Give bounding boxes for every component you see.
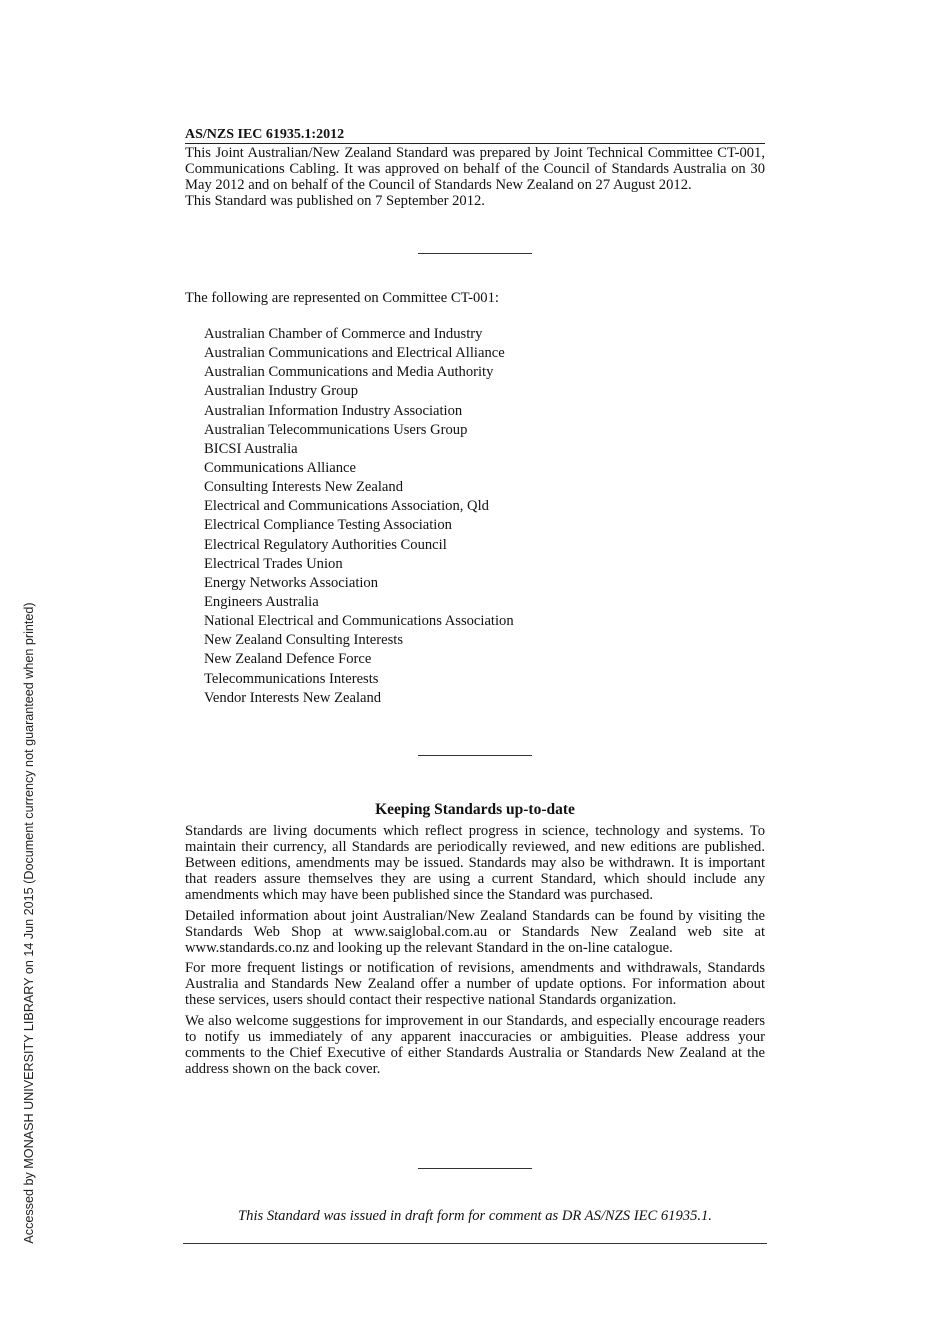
list-item: Energy Networks Association xyxy=(204,574,379,591)
list-item: Australian Communications and Media Authority xyxy=(204,364,494,381)
list-item: Vendor Interests New Zealand xyxy=(204,689,382,706)
committee-members-list xyxy=(204,325,514,708)
body-paragraph: Standards are living documents which reflect progress in science, technology and systems. To maintain their currency, all Standards are periodically reviewed, and new editions are published. Between editions, amendments may be issued. Standards may also be withdrawn. It is important that readers assure themselves they are using a current Standard, which should include any amendments which may have been published since the Standard was purchased. xyxy=(185,823,765,903)
list-item: Electrical Trades Union xyxy=(204,555,343,572)
draft-note: This Standard was issued in draft form for comment as DR AS/NZS IEC 61935.1. xyxy=(238,1208,712,1224)
list-item: Australian Communications and Electrical Alliance xyxy=(204,345,505,362)
list-item: BICSI Australia xyxy=(204,440,298,457)
list-item: Australian Telecommunications Users Group xyxy=(204,421,468,438)
list-item: Australian Industry Group xyxy=(204,383,359,400)
list-item: Electrical Compliance Testing Association xyxy=(204,517,452,534)
committee-intro: The following are represented on Committee CT-001: xyxy=(185,290,499,306)
section-divider xyxy=(418,755,532,756)
access-watermark-text: Accessed by MONASH UNIVERSITY LIBRARY on 14 Jun 2015 (Document currency not guaranteed when printed) xyxy=(22,602,36,1244)
body-paragraph: Detailed information about joint Australian/New Zealand Standards can be found by visiting the Standards Web Shop at www.saiglobal.com.au or Standards New Zealand web site at www.standards.co.nz and looking up the relevant Standard in the on-line catalogue. xyxy=(185,907,765,956)
publication-date: This Standard was published on 7 September 2012. xyxy=(185,193,485,209)
list-item: Consulting Interests New Zealand xyxy=(204,479,403,496)
preparation-statement xyxy=(185,145,765,209)
list-item: Communications Alliance xyxy=(204,459,356,476)
footer-rule xyxy=(183,1243,767,1244)
section-divider xyxy=(418,253,532,254)
standard-id: AS/NZS IEC 61935.1:2012 xyxy=(185,126,765,144)
list-item: New Zealand Consulting Interests xyxy=(204,632,403,649)
list-item: Electrical Regulatory Authorities Council xyxy=(204,536,447,553)
list-item: Telecommunications Interests xyxy=(204,670,379,687)
list-item: Electrical and Communications Association, Qld xyxy=(204,498,489,515)
keeping-up-to-date-heading: Keeping Standards up-to-date xyxy=(375,801,575,818)
list-item: Australian Chamber of Commerce and Industry xyxy=(204,326,483,342)
preparation-paragraph: This Joint Australian/New Zealand Standard was prepared by Joint Technical Committee CT-001, Communications Cabling. It was approved on behalf of the Council of Standards Australia on 30 May 2012 and on behalf of the Council of Standards New Zealand on 27 August 2012. xyxy=(185,145,765,193)
list-item: National Electrical and Communications Association xyxy=(204,613,514,630)
list-item: New Zealand Defence Force xyxy=(204,651,372,668)
body-paragraph: We also welcome suggestions for improvement in our Standards, and especially encourage readers to notify us immediately of any apparent inaccuracies or ambiguities. Please address your comments to the Chief Executive of either Standards Australia or Standards New Zealand at the address shown on the back cover. xyxy=(185,1012,765,1077)
list-item: Engineers Australia xyxy=(204,593,319,610)
keeping-up-to-date-body xyxy=(185,823,765,1081)
list-item: Australian Information Industry Association xyxy=(204,402,463,419)
section-divider xyxy=(418,1168,532,1169)
body-paragraph: For more frequent listings or notification of revisions, amendments and withdrawals, Standards Australia and Standards New Zealand offer a number of update options. For information about these services, users should contact their respective national Standards organization. xyxy=(185,960,765,1008)
